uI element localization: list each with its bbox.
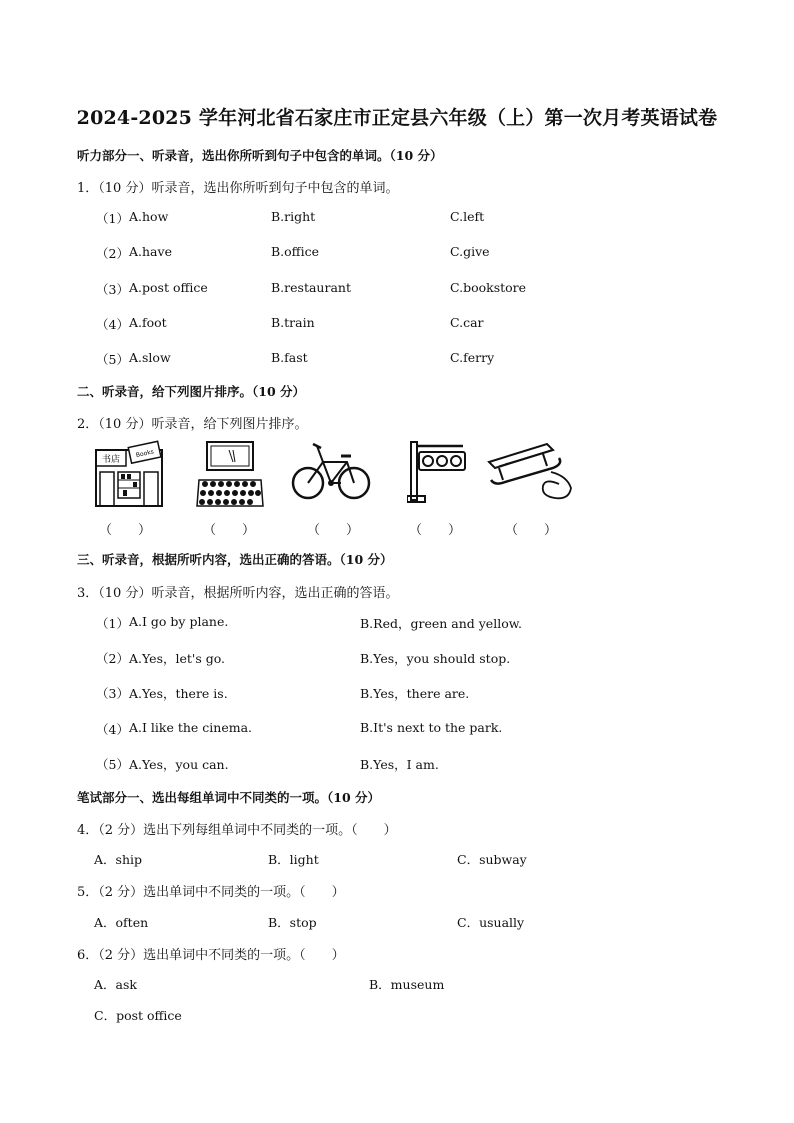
option-a[interactable]: A．often [94, 915, 149, 930]
question-4-stem: 4．（2 分）选出下列每组单词中不同类的一项。（ ） [77, 823, 397, 838]
bicycle-picture [291, 440, 371, 502]
option-a[interactable]: A.Yes，you can. [129, 757, 229, 772]
sled-picture [485, 440, 575, 506]
option-c[interactable]: C.car [450, 315, 484, 330]
answer-blank[interactable]: （ ） [505, 523, 558, 538]
question-3-stem: 3．（10 分）听录音，根据所听内容，选出正确的答语。 [77, 586, 399, 601]
option-a[interactable]: A.how [129, 209, 169, 224]
option-b[interactable]: B.It's next to the park. [360, 720, 503, 735]
option-a[interactable]: A.slow [129, 350, 171, 365]
question-2-stem: 2．（10 分）听录音，给下列图片排序。 [77, 417, 308, 432]
option-c[interactable]: C.bookstore [450, 280, 527, 295]
option-a[interactable]: A.foot [129, 315, 167, 330]
option-number: （1） [96, 616, 129, 631]
question-1-stem: 1．（10 分）听录音，选出你所听到句子中包含的单词。 [77, 181, 399, 196]
answer-blank[interactable]: （ ） [99, 523, 152, 538]
book-label-text: Books [135, 448, 155, 460]
option-c[interactable]: C．usually [457, 915, 525, 930]
option-c[interactable]: C．post office [94, 1008, 182, 1023]
section-heading-listening-1: 听力部分一、听录音，选出你所听到句子中包含的单词。（10 分） [77, 148, 443, 163]
option-a[interactable]: A.I like the cinema. [129, 720, 253, 735]
option-b[interactable]: B.Yes，there are. [360, 686, 470, 701]
option-b[interactable]: B.train [271, 315, 315, 330]
option-a[interactable]: A．ask [94, 977, 137, 992]
option-number: （3） [96, 686, 129, 701]
option-b[interactable]: B.Yes，I am. [360, 757, 439, 772]
option-c[interactable]: C.ferry [450, 350, 495, 365]
option-b[interactable]: B.Yes，you should stop. [360, 651, 511, 666]
cinema-picture [195, 440, 265, 508]
section-heading-listening-3: 三、听录音，根据所听内容，选出正确的答语。（10 分） [77, 552, 393, 567]
question-6-stem: 6．（2 分）选出单词中不同类的一项。（ ） [77, 948, 345, 963]
option-b[interactable]: B.office [271, 244, 319, 259]
option-b[interactable]: B.Red，green and yellow. [360, 616, 522, 631]
option-number: （3） [96, 282, 129, 297]
answer-blank[interactable]: （ ） [409, 523, 462, 538]
option-c[interactable]: C.give [450, 244, 490, 259]
option-b[interactable]: B.fast [271, 350, 308, 365]
option-b[interactable]: B．stop [268, 915, 317, 930]
option-a[interactable]: A.post office [129, 280, 208, 295]
answer-blank[interactable]: （ ） [203, 523, 256, 538]
option-number: （5） [96, 757, 129, 772]
option-number: （2） [96, 651, 129, 666]
option-a[interactable]: A.Yes，let's go. [129, 651, 226, 666]
option-b[interactable]: B.right [271, 209, 316, 224]
answer-blank[interactable]: （ ） [307, 523, 360, 538]
option-a[interactable]: A．ship [94, 852, 142, 867]
bookstore-picture [94, 440, 166, 508]
option-a[interactable]: A.have [129, 244, 172, 259]
section-heading-listening-2: 二、听录音，给下列图片排序。（10 分） [77, 384, 305, 399]
option-number: （1） [96, 211, 129, 226]
option-b[interactable]: B．museum [369, 977, 445, 992]
section-heading-written-1: 笔试部分一、选出每组单词中不同类的一项。（10 分） [77, 790, 380, 805]
option-number: （2） [96, 246, 129, 261]
option-b[interactable]: B.restaurant [271, 280, 351, 295]
question-5-stem: 5．（2 分）选出单词中不同类的一项。（ ） [77, 885, 345, 900]
option-a[interactable]: A.I go by plane. [129, 614, 229, 629]
option-number: （5） [96, 352, 129, 367]
bookstore-sign-text: 书店 [101, 455, 121, 465]
option-a[interactable]: A.Yes，there is. [129, 686, 228, 701]
option-b[interactable]: B．light [268, 852, 319, 867]
page-title: 2024-2025 学年河北省石家庄市正定县六年级（上）第一次月考英语试卷 [76, 107, 718, 129]
option-c[interactable]: C．subway [457, 852, 527, 867]
traffic-light-picture [407, 440, 467, 504]
option-number: （4） [96, 317, 129, 332]
option-number: （4） [96, 722, 129, 737]
option-c[interactable]: C.left [450, 209, 485, 224]
